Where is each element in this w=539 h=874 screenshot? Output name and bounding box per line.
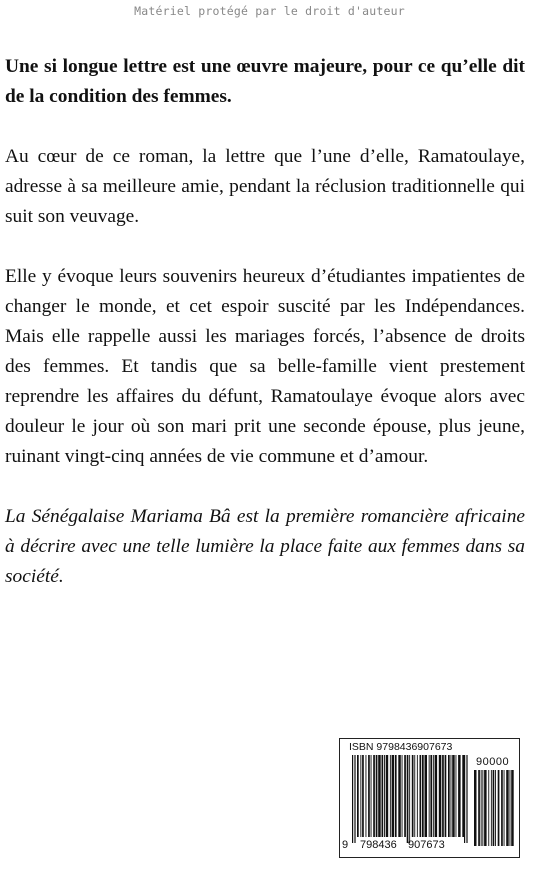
barcode-bar [414, 755, 415, 837]
barcode-bar [452, 755, 455, 837]
barcode-bar [481, 770, 482, 846]
barcode-bar [420, 755, 422, 837]
barcode-bar [373, 755, 375, 837]
barcode-bar [382, 755, 384, 837]
barcode-bar [404, 755, 406, 837]
barcode-bar [498, 770, 500, 846]
barcode-bar [352, 755, 353, 843]
barcode-bar [417, 755, 418, 837]
barcode-bar [430, 755, 432, 837]
isbn-label: ISBN 9798436907673 [349, 741, 453, 753]
barcode-bar [488, 770, 489, 846]
barcode-bar [368, 755, 370, 837]
intro-paragraph: Une si longue lettre est une œuvre majeure, pour ce qu’elle dit de la condition des femmes. [5, 56, 525, 107]
barcode-bar [445, 755, 447, 837]
barcode-bar [412, 755, 414, 837]
barcode-bar [422, 755, 424, 837]
barcode-bar [407, 755, 409, 843]
barcode-bar [510, 770, 511, 846]
barcode-bar [390, 755, 391, 837]
barcode-bar [357, 755, 359, 837]
barcode-bar [386, 755, 389, 837]
barcode-bar [484, 770, 487, 846]
barcode-bar [493, 770, 495, 846]
barcode-bar [366, 755, 367, 837]
barcode-bar [360, 755, 361, 837]
back-cover-text [5, 52, 525, 592]
barcode-bar [354, 755, 355, 843]
barcode-bar [378, 755, 381, 837]
barcode-bar [464, 755, 465, 843]
barcode-digits-right: 907673 [408, 839, 445, 851]
barcode-bar [376, 755, 378, 837]
barcode-bar [466, 755, 467, 843]
barcode-bar [448, 755, 450, 837]
barcode-bar [435, 755, 438, 837]
isbn-barcode [339, 738, 520, 858]
barcode-bar [491, 770, 492, 846]
barcode-bar [425, 755, 428, 837]
barcode-bar [439, 755, 442, 837]
barcode-bar [402, 755, 403, 837]
barcode-bar [398, 755, 401, 837]
barcode-bar [429, 755, 430, 837]
barcode-bar [478, 770, 480, 846]
author-paragraph: La Sénégalaise Mariama Bâ est la première romancière africaine à décrire avec une telle lumière la place faite aux femmes dans sa société. [5, 506, 525, 587]
barcode-bar [362, 755, 364, 837]
barcode-bar [395, 755, 397, 837]
copyright-watermark-top: Matériel protégé par le droit d'auteur [134, 4, 405, 18]
price-code: 90000 [476, 756, 510, 768]
summary-paragraph-1: Au cœur de ce roman, la lettre que l’une d’elle, Ramatoulaye, adresse à sa meilleure amie, pendant la réclusion traditionnelle qui suit son veuvage. [5, 146, 525, 227]
barcode-bar [451, 755, 452, 837]
barcode-bar [371, 755, 372, 837]
barcode-bar [506, 770, 509, 846]
barcode-digits-left: 798436 [360, 839, 397, 851]
barcode-bar [458, 755, 461, 837]
barcode-bar [504, 770, 505, 846]
barcode-bar [433, 755, 434, 837]
barcode-bar [495, 770, 496, 846]
barcode-bar [456, 755, 457, 837]
barcode-bar [501, 770, 503, 846]
barcode-bar [474, 770, 477, 846]
summary-paragraph-2: Elle y évoque leurs souvenirs heureux d’étudiantes impatientes de changer le monde, et cet espoir suscité par les Indépendances. Mais elle rappelle aussi les mariages forcés, l’absence de droits des femmes. Et tandis que sa belle-famille vient prestement reprendre les affaires du défunt, Ramatoulaye évoque alors avec douleur le jour où son mari prit une seconde épouse, plus jeune, ruinant vingt-cinq années de vie commune et d’amour. [5, 266, 525, 467]
barcode-bar [482, 770, 483, 846]
barcode-bar [511, 770, 514, 846]
barcode-bar [392, 755, 395, 837]
barcode-digit-first: 9 [342, 839, 349, 851]
barcode-bar [442, 755, 444, 837]
barcode-bar [409, 755, 410, 843]
barcode-bar [384, 755, 385, 837]
